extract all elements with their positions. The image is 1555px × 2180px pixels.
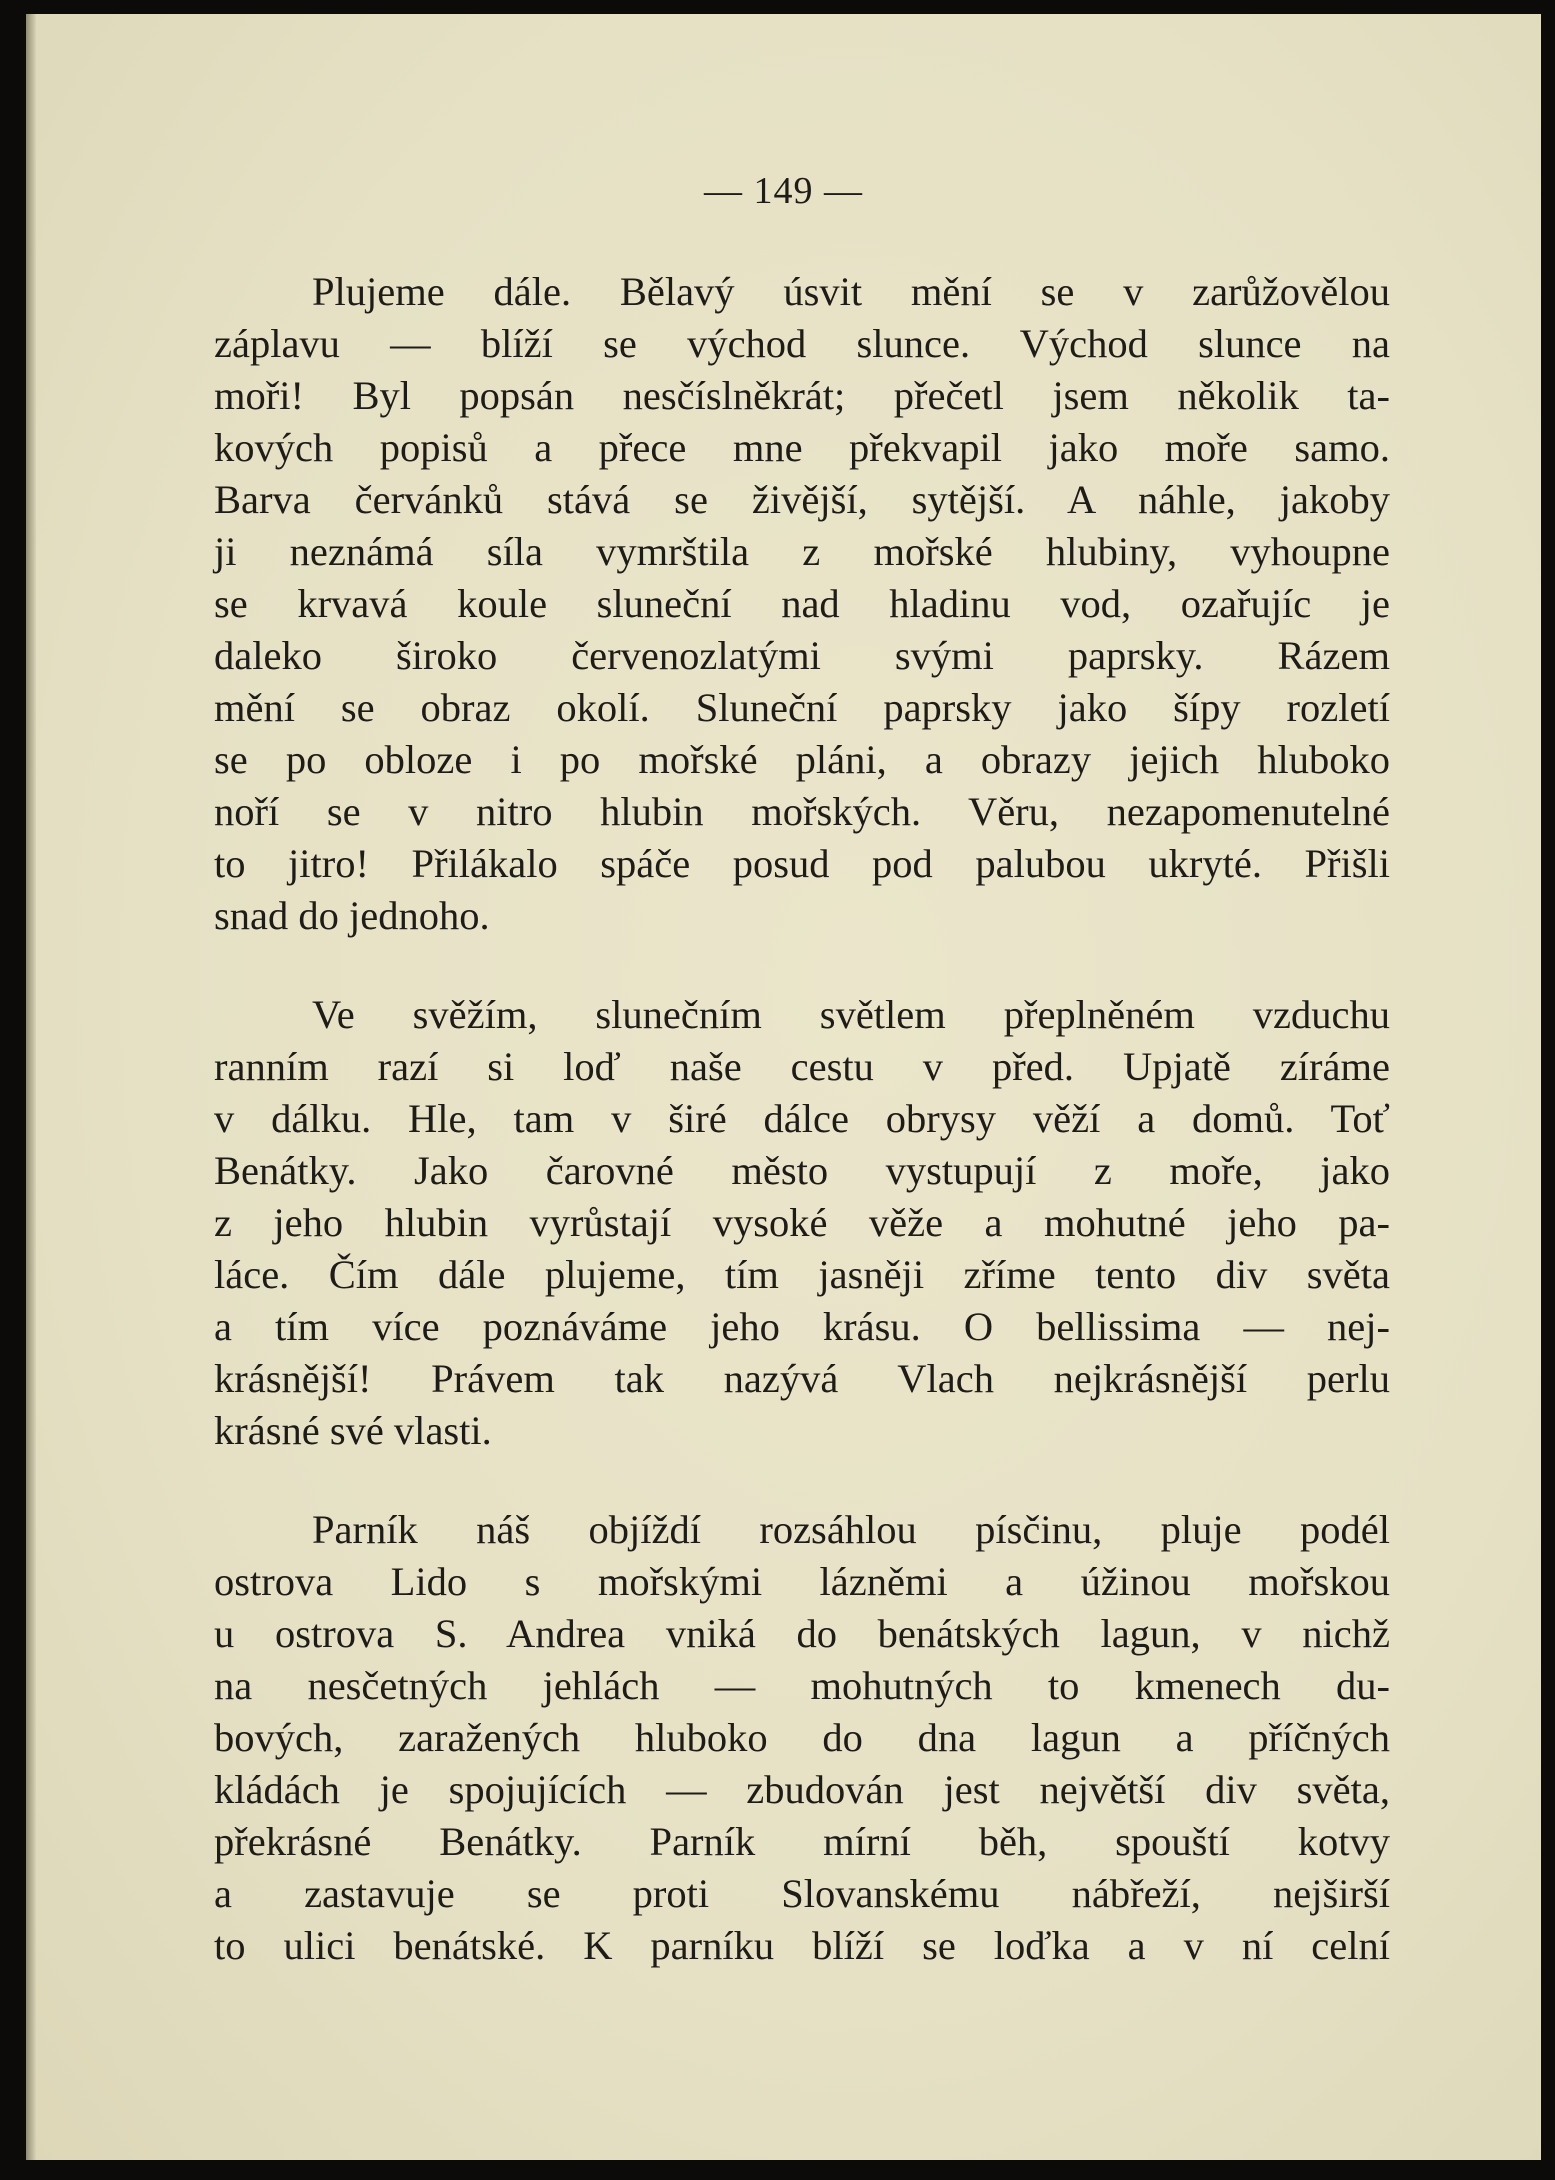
- text-line: na nesčetných jehlách — mohutných to kmenech du-: [214, 1663, 1390, 1708]
- text-line: to ulici benátské. K parníku blíží se loďka a v ní celní: [214, 1923, 1390, 1968]
- text-line: snad do jednoho.: [214, 893, 490, 938]
- text-line: Benátky. Jako čarovné město vystupují z moře, jako: [214, 1148, 1390, 1193]
- text-line: Barva červánků stává se živější, sytější. A náhle, jakoby: [214, 477, 1390, 522]
- text-line: mění se obraz okolí. Sluneční paprsky jako šípy rozletí: [214, 685, 1390, 730]
- text-line: a tím více poznáváme jeho krásu. O bellissima — nej-: [214, 1304, 1390, 1349]
- text-line: láce. Čím dále plujeme, tím jasněji zříme tento div světa: [214, 1252, 1390, 1297]
- paragraph: [214, 266, 1390, 942]
- text-line: překrásné Benátky. Parník mírní běh, spouští kotvy: [214, 1819, 1390, 1864]
- body-text: [214, 266, 1390, 1972]
- book-page: [26, 14, 1541, 2160]
- paragraph: [214, 989, 1390, 1457]
- text-line: u ostrova S. Andrea vniká do benátských lagun, v nichž: [214, 1611, 1390, 1656]
- text-line: noří se v nitro hlubin mořských. Věru, nezapomenutelné: [214, 789, 1390, 834]
- text-line: krásnější! Právem tak nazývá Vlach nejkrásnější perlu: [214, 1356, 1390, 1401]
- paragraph: [214, 1504, 1390, 1972]
- text-line: v dálku. Hle, tam v širé dálce obrysy věží a domů. Toť: [214, 1096, 1390, 1141]
- text-line: Ve svěžím, slunečním světlem přeplněném vzduchu: [312, 992, 1390, 1037]
- text-line: bových, zaražených hluboko do dna lagun a příčných: [214, 1715, 1390, 1760]
- text-line: Plujeme dále. Bělavý úsvit mění se v zarůžovělou: [312, 269, 1390, 314]
- text-line: se po obloze i po mořské pláni, a obrazy jejich hluboko: [214, 737, 1390, 782]
- page-number: — 149 —: [704, 170, 863, 212]
- text-line: to jitro! Přilákalo spáče posud pod palubou ukryté. Přišli: [214, 841, 1390, 886]
- text-line: ranním razí si loď naše cestu v před. Upjatě zíráme: [214, 1044, 1390, 1089]
- text-line: daleko široko červenozlatými svými paprsky. Rázem: [214, 633, 1390, 678]
- text-line: ji neznámá síla vymrštila z mořské hlubiny, vyhoupne: [214, 529, 1390, 574]
- text-line: ostrova Lido s mořskými lázněmi a úžinou mořskou: [214, 1559, 1390, 1604]
- text-line: Parník náš objíždí rozsáhlou písčinu, pluje podél: [312, 1507, 1390, 1552]
- text-line: záplavu — blíží se východ slunce. Východ slunce na: [214, 321, 1390, 366]
- text-line: z jeho hlubin vyrůstají vysoké věže a mohutné jeho pa-: [214, 1200, 1390, 1245]
- text-line: a zastavuje se proti Slovanskému nábřeží, nejširší: [214, 1871, 1390, 1916]
- text-line: moři! Byl popsán nesčíslněkrát; přečetl jsem několik ta-: [214, 373, 1390, 418]
- text-line: kládách je spojujících — zbudován jest největší div světa,: [214, 1767, 1390, 1812]
- text-line: se krvavá koule sluneční nad hladinu vod, ozařujíc je: [214, 581, 1390, 626]
- text-line: kových popisů a přece mne překvapil jako moře samo.: [214, 425, 1390, 470]
- page-gutter-edge: [26, 14, 36, 2160]
- text-line: krásné své vlasti.: [214, 1408, 492, 1453]
